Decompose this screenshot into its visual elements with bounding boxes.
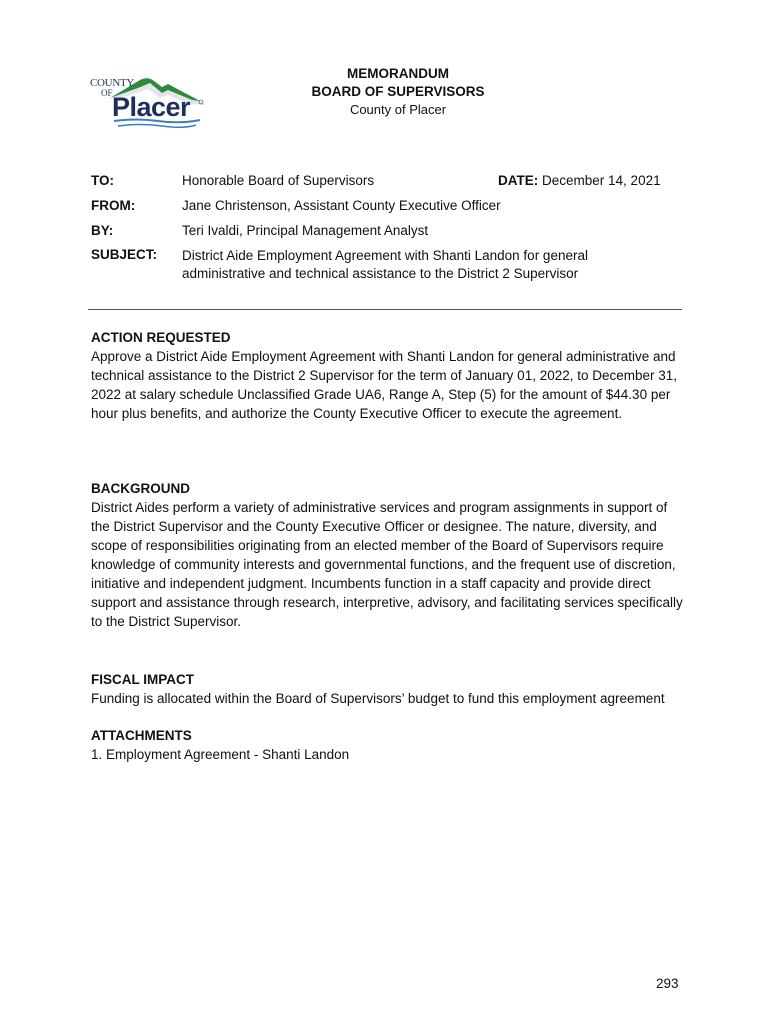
action-requested-section — [91, 328, 687, 423]
date-value: December 14, 2021 — [542, 173, 661, 188]
county-of-placer-logo — [88, 68, 210, 130]
date-label: DATE: — [498, 173, 539, 188]
from-value: Jane Christenson, Assistant County Executive Officer — [182, 198, 501, 213]
memo-subtitle: BOARD OF SUPERVISORS — [311, 84, 485, 99]
logo-of-text: OF — [101, 88, 113, 98]
memo-county: County of Placer — [349, 102, 447, 117]
by-label: BY: — [91, 223, 114, 238]
from-label: FROM: — [91, 198, 136, 213]
fiscal-impact-body: Funding is allocated within the Board of Supervisors’ budget to fund this employment agreement — [91, 691, 665, 706]
action-requested-body: Approve a District Aide Employment Agreement with Shanti Landon for general administrative and technical assistance to the District 2 Supervisor for the term of January 01, 2022, to December 31, 2022 at salary schedule Unclassified Grade UA6, Range A, Step (5) for the amount of $44.30 per hour plus benefits, and authorize the County Executive Officer to execute the agreement. — [91, 349, 678, 421]
to-label: TO: — [91, 173, 114, 188]
background-heading: BACKGROUND — [91, 481, 190, 496]
attachments-heading: ATTACHMENTS — [91, 728, 192, 743]
date-field — [498, 173, 661, 188]
logo-county-text: COUNTY — [90, 77, 135, 89]
fiscal-impact-section — [91, 670, 687, 708]
to-value: Honorable Board of Supervisors — [182, 173, 375, 188]
logo-placer-text: Placer — [112, 92, 191, 122]
attachments-section — [91, 726, 687, 764]
memo-header — [290, 65, 506, 118]
subject-label: SUBJECT: — [91, 247, 158, 262]
attachment-item[interactable]: 1. Employment Agreement - Shanti Landon — [91, 747, 350, 762]
fiscal-impact-heading: FISCAL IMPACT — [91, 672, 194, 687]
background-body: District Aides perform a variety of administrative services and program assignments in support of the District Supervisor and the County Executive Officer or designee. The nature, diversity, and scope of responsibilities originating from an elected member of the Board of Supervisors require knowledge of community interests and governmental functions, and the frequent use of discretion, initiative and independent judgment. Incumbents function in a staff capacity and provide direct support and assistance through research, interpretive, advisory, and facilitating services specifically to the District Supervisor. — [91, 500, 683, 629]
by-value: Teri Ivaldi, Principal Management Analyst — [182, 223, 429, 238]
action-requested-heading: ACTION REQUESTED — [91, 330, 231, 345]
memo-title: MEMORANDUM — [347, 66, 449, 81]
divider — [88, 309, 682, 310]
page-number: 293 — [656, 976, 679, 991]
background-section — [91, 479, 687, 631]
subject-value: District Aide Employment Agreement with Shanti Landon for general administrative and technical assistance to the District 2 Supervisor — [182, 248, 588, 281]
